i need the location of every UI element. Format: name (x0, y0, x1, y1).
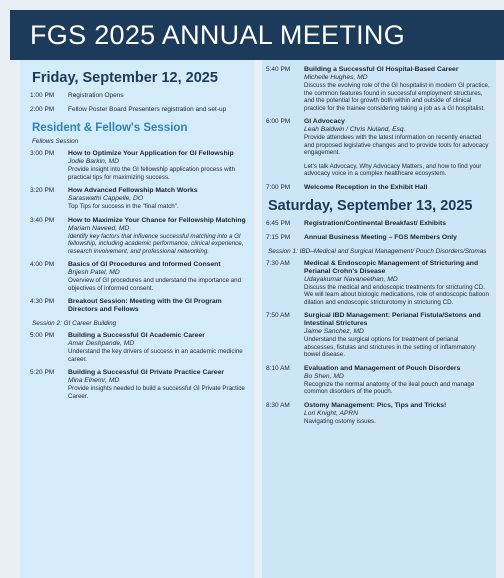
event-description: Understand the key drivers of success in an academic medicine career. (68, 348, 243, 363)
event-time: 6:45 PM (266, 219, 291, 227)
event-title: Building a Successful GI Private Practice Career (68, 369, 225, 376)
event-speaker: Saraswathi Cappelle, DO (68, 195, 144, 202)
event-speaker: Bo Shen, MD (304, 372, 344, 380)
event-title: Annual Business Meeting – FGS Members Only (304, 233, 457, 241)
event-title: How to Optimize Your Application for GI Fellowship (68, 150, 234, 157)
event-title: Building a Successful GI Academic Career (68, 332, 205, 339)
event-description: Provide insight into the GI fellowship application process with practical tips for maximizing success. (68, 166, 236, 181)
event-speaker: Lori Knight, APRN (304, 409, 359, 417)
event-title: Medical & Endoscopic Management of Stricturing and Perianal Crohn's Disease (304, 259, 479, 275)
event-time: 4:00 PM (30, 261, 55, 268)
event-time: 4:30 PM (30, 298, 55, 305)
schedule-item (266, 66, 490, 112)
schedule-item (266, 312, 490, 359)
schedule-item (266, 365, 490, 396)
event-speaker: Michelle Hughes, MD (304, 74, 368, 81)
event-time: 3:00 PM (30, 150, 55, 157)
event-title: GI Advocacy (304, 118, 345, 125)
event-description: Understand the surgical options for treatment of perianal abscesses, fistulas and strictures in the setting of inflammatory bowel disease. (304, 336, 476, 358)
event-speaker: Mina Elnemr, MD (68, 377, 120, 384)
friday-column (20, 60, 254, 578)
event-time: 5:20 PM (30, 369, 55, 376)
session-label: Fellows Session (32, 138, 79, 145)
event-title: Surgical IBD Management: Perianal Fistula/Setons and Intestinal Strictures (304, 312, 481, 327)
event-speaker: Leah Baldwin / Chris Nuland, Esq. (304, 126, 406, 133)
event-speaker: Jodie Barkin, MD (68, 158, 119, 165)
event-speaker: Jaime Sanchez, MD (304, 328, 364, 335)
schedule-item (266, 220, 490, 228)
event-speaker: Amar Deshpande, MD (68, 340, 135, 347)
schedule-item (30, 217, 248, 256)
continued-column (262, 60, 496, 578)
event-description: Recognize the normal anatomy of the ileal pouch and manage common disorders of the pouch. (304, 380, 475, 395)
event-title: Registration/Continental Breakfast/ Exhibits (304, 219, 447, 227)
event-description: Provide attendees with the latest information on recently enacted and proposed legislative changes and to provide tools for advocacy engagement. (304, 134, 489, 156)
day-heading-saturday: Saturday, September 13, 2025 (268, 197, 473, 214)
session-label: Session 1: IBD–Medical and Surgical Management/ Pouch Disorders/Stomas (268, 247, 487, 255)
event-description: Discuss the evolving role of the GI hospitalist in modern GI practice, the common features found in successful employment structures, and the potential for growth both within and outside of clinical practice for the trainee considering taking a job as a GI hospitalist. (304, 82, 490, 112)
schedule-item (266, 118, 490, 178)
day-heading-friday: Friday, September 12, 2025 (32, 70, 218, 86)
schedule-item (30, 106, 248, 114)
event-time: 7:50 AM (266, 312, 290, 319)
schedule-item (30, 261, 248, 292)
schedule-item (30, 298, 248, 314)
schedule-item (30, 369, 248, 400)
event-description: Navigating ostomy issues. (304, 417, 376, 425)
event-title: Welcome Reception in the Exhibit Hall (304, 183, 428, 191)
event-description: Let's talk Advocacy, Why Advocacy Matters, and how to find your advocacy voice in a complex healthcare ecosystem. (304, 162, 482, 177)
event-time: 5:40 PM (266, 66, 291, 73)
section-title: Resident & Fellow's Session (32, 122, 188, 134)
event-speaker: Mariam Naveed, MD (68, 224, 130, 232)
event-speaker: Udayakumar Navaneethan, MD (304, 275, 398, 283)
schedule-item (30, 150, 248, 181)
event-time: 8:30 AM (266, 401, 290, 409)
event-title: Building a Successful GI Hospital-Based Career (304, 66, 459, 73)
schedule-item (266, 234, 490, 242)
event-description: Identify key factors that influence successful matching into a GI fellowship, including academic performance, clinical experience, research involvement, and professional networking. (68, 232, 244, 255)
event-description: Discuss the medical and endoscopic treatments for stricturing CD. We will learn about biologic medications, role of endoscopic balloon dilation and endoscopic stricturotomy in stricturing CD. (304, 283, 489, 306)
meeting-banner (10, 10, 504, 60)
event-title: Evaluation and Management of Pouch Disorders (304, 364, 461, 372)
event-time: 7:00 PM (266, 183, 291, 191)
schedule-item (266, 260, 490, 307)
event-time: 2:00 PM (30, 106, 55, 113)
event-time: 7:30 AM (266, 259, 290, 267)
schedule-item (266, 184, 490, 192)
event-title: Registration Opens (68, 92, 124, 99)
event-title: Basics of GI Procedures and Informed Consent (68, 261, 221, 268)
event-time: 7:15 PM (266, 233, 291, 241)
event-time: 6:00 PM (266, 118, 291, 125)
schedule-item (30, 92, 248, 100)
event-description: Provide insights needed to build a successful GI Private Practice Career. (68, 385, 245, 400)
event-time: 5:00 PM (30, 332, 55, 339)
event-time: 3:20 PM (30, 187, 55, 194)
schedule-item (30, 332, 248, 363)
event-title: Breakout Session: Meeting with the GI Program Directors and Fellows (68, 298, 222, 313)
schedule-item (30, 187, 248, 211)
event-description: Overview of GI procedures and understand the importance and objectives of informed consent. (68, 277, 242, 292)
event-time: 1:00 PM (30, 92, 55, 99)
event-time: 3:40 PM (30, 216, 55, 224)
meeting-title: FGS 2025 ANNUAL MEETING (30, 19, 406, 50)
event-speaker: Brijesh Patel, MD (68, 269, 120, 276)
schedule-item (266, 402, 490, 426)
event-description: Top Tips for success in the "final match". (68, 203, 179, 210)
session-label: Session 2: GI Career Building (32, 320, 117, 327)
event-title: Ostomy Management: Pics, Tips and Tricks! (304, 401, 447, 409)
event-time: 8:10 AM (266, 364, 290, 372)
event-title: How Advanced Fellowship Match Works (68, 187, 198, 194)
event-title: How to Maximize Your Chance for Fellowship Matching (68, 216, 246, 224)
event-title: Fellow Poster Board Presenters registration and set-up (68, 106, 227, 113)
